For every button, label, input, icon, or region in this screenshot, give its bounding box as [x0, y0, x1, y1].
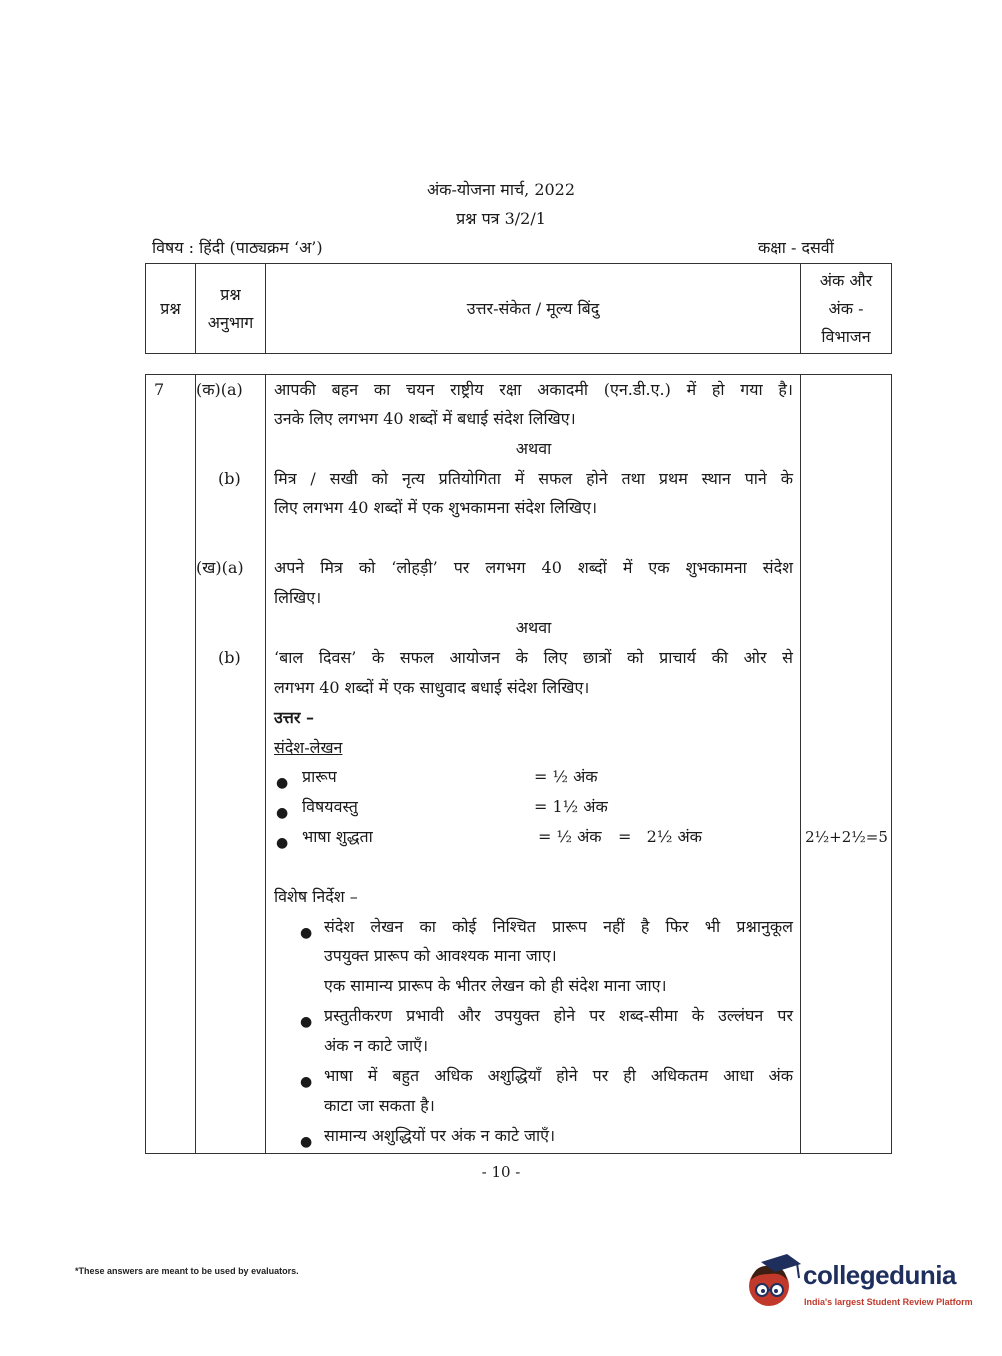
class-label: कक्षा - दसवीं — [758, 238, 834, 257]
kha-b-line1: ‘बाल दिवस’ के सफल आयोजन के लिए छात्रों को प्राचार्य की ओर से — [274, 648, 793, 667]
subject-label: विषय : हिंदी (पाठ्यक्रम ‘अ’) — [152, 238, 323, 257]
label-ka-a: (क)(a) — [196, 380, 243, 399]
answer-table — [145, 374, 892, 1154]
instr1-line1: संदेश लेखन का कोई निश्चित प्रारूप नहीं है फिर भी प्रश्नानुकूल — [324, 917, 793, 936]
ka-b-line2: लिए लगभग 40 शब्दों में एक शुभकामना संदेश लिखिए। — [274, 498, 598, 517]
instr1-line3: एक सामान्य प्रारूप के भीतर लेखन को ही संदेश माना जाए। — [324, 976, 667, 995]
col-answer: उत्तर-संकेत / मूल्य बिंदु — [266, 264, 801, 354]
instr1-line2: उपयुक्त प्रारूप को आवश्यक माना जाए। — [324, 946, 557, 965]
section-cell — [196, 375, 266, 1154]
instr2-line1: प्रस्तुतीकरण प्रभावी और उपयुक्त होने पर शब्द-सीमा के उल्लंघन पर — [324, 1006, 793, 1025]
page-number: - 10 - — [481, 1163, 521, 1181]
bullet-icon: ● — [276, 805, 289, 821]
scheme-marks-2: = 1½ अंक — [534, 797, 608, 816]
marks-total: 2½+2½=5 — [805, 828, 888, 846]
ka-b-line1: मित्र / सखी को नृत्य प्रतियोगिता में सफल होने तथा प्रथम स्थान पाने के — [274, 469, 793, 488]
label-ka-b: (b) — [218, 469, 241, 488]
question-number: 7 — [154, 380, 165, 399]
col-question: प्रश्न — [146, 264, 196, 354]
header-table — [145, 263, 892, 354]
instr2-line2: अंक न काटे जाएँ। — [324, 1036, 429, 1055]
brand-logo-text: collegedunia — [803, 1260, 956, 1290]
or-text-2: अथवा — [515, 618, 552, 637]
bullet-icon: ● — [300, 1134, 313, 1150]
kha-a-line2: लिखिए। — [274, 588, 322, 607]
label-kha-a: (ख)(a) — [196, 558, 244, 577]
instr3-line2: काटा जा सकता है। — [324, 1096, 435, 1115]
kha-a-line1: अपने मित्र को ‘लोहड़ी’ पर लगभग 40 शब्दों में एक शुभकामना संदेश — [274, 558, 793, 577]
marks-cell — [801, 375, 892, 1154]
scheme-item-3: भाषा शुद्धता — [302, 827, 373, 846]
instr3-line1: भाषा में बहुत अधिक अशुद्धियाँ होने पर ही अधिकतम आधा अंक — [324, 1066, 793, 1085]
scheme-marks-3: = ½ अंक — [538, 827, 602, 846]
bullet-icon: ● — [300, 1074, 313, 1090]
col-marks: अंक और अंक - विभाजन — [801, 264, 892, 354]
paper-code: प्रश्न पत्र 3/2/1 — [456, 209, 546, 228]
bullet-icon: ● — [276, 835, 289, 851]
bullet-icon: ● — [300, 925, 313, 941]
label-kha-b: (b) — [218, 648, 241, 667]
question-number-cell — [146, 375, 196, 1154]
col-section: प्रश्न अनुभाग — [196, 264, 266, 354]
kha-b-line2: लगभग 40 शब्दों में एक साधुवाद बधाई संदेश लिखिए। — [274, 678, 590, 697]
scheme-title: संदेश-लेखन — [274, 738, 343, 757]
bullet-icon: ● — [276, 775, 289, 791]
or-text-1: अथवा — [515, 439, 552, 458]
instr4-line1: सामान्य अशुद्धियों पर अंक न काटे जाएँ। — [324, 1126, 556, 1145]
answer-label: उत्तर – — [274, 708, 314, 727]
document-title: अंक-योजना मार्च, 2022 — [426, 180, 576, 199]
evaluator-note: *These answers are meant to be used by evaluators. — [75, 1266, 299, 1276]
ka-a-line1: आपकी बहन का चयन राष्ट्रीय रक्षा अकादमी (एन.डी.ए.) में हो गया है। — [274, 380, 793, 399]
scheme-total: = 2½ अंक — [618, 827, 702, 846]
scheme-item-1: प्रारूप — [302, 767, 337, 786]
scheme-item-2: विषयवस्तु — [302, 797, 358, 816]
bullet-icon: ● — [300, 1014, 313, 1030]
ka-a-line2: उनके लिए लगभग 40 शब्दों में बधाई संदेश लिखिए। — [274, 409, 576, 428]
brand-tagline: India's largest Student Review Platform — [804, 1297, 973, 1307]
scheme-marks-1: = ½ अंक — [534, 767, 598, 786]
collegedunia-mascot-icon — [741, 1250, 803, 1312]
instructions-title: विशेष निर्देश – — [274, 887, 358, 906]
answer-cell — [266, 375, 801, 1154]
